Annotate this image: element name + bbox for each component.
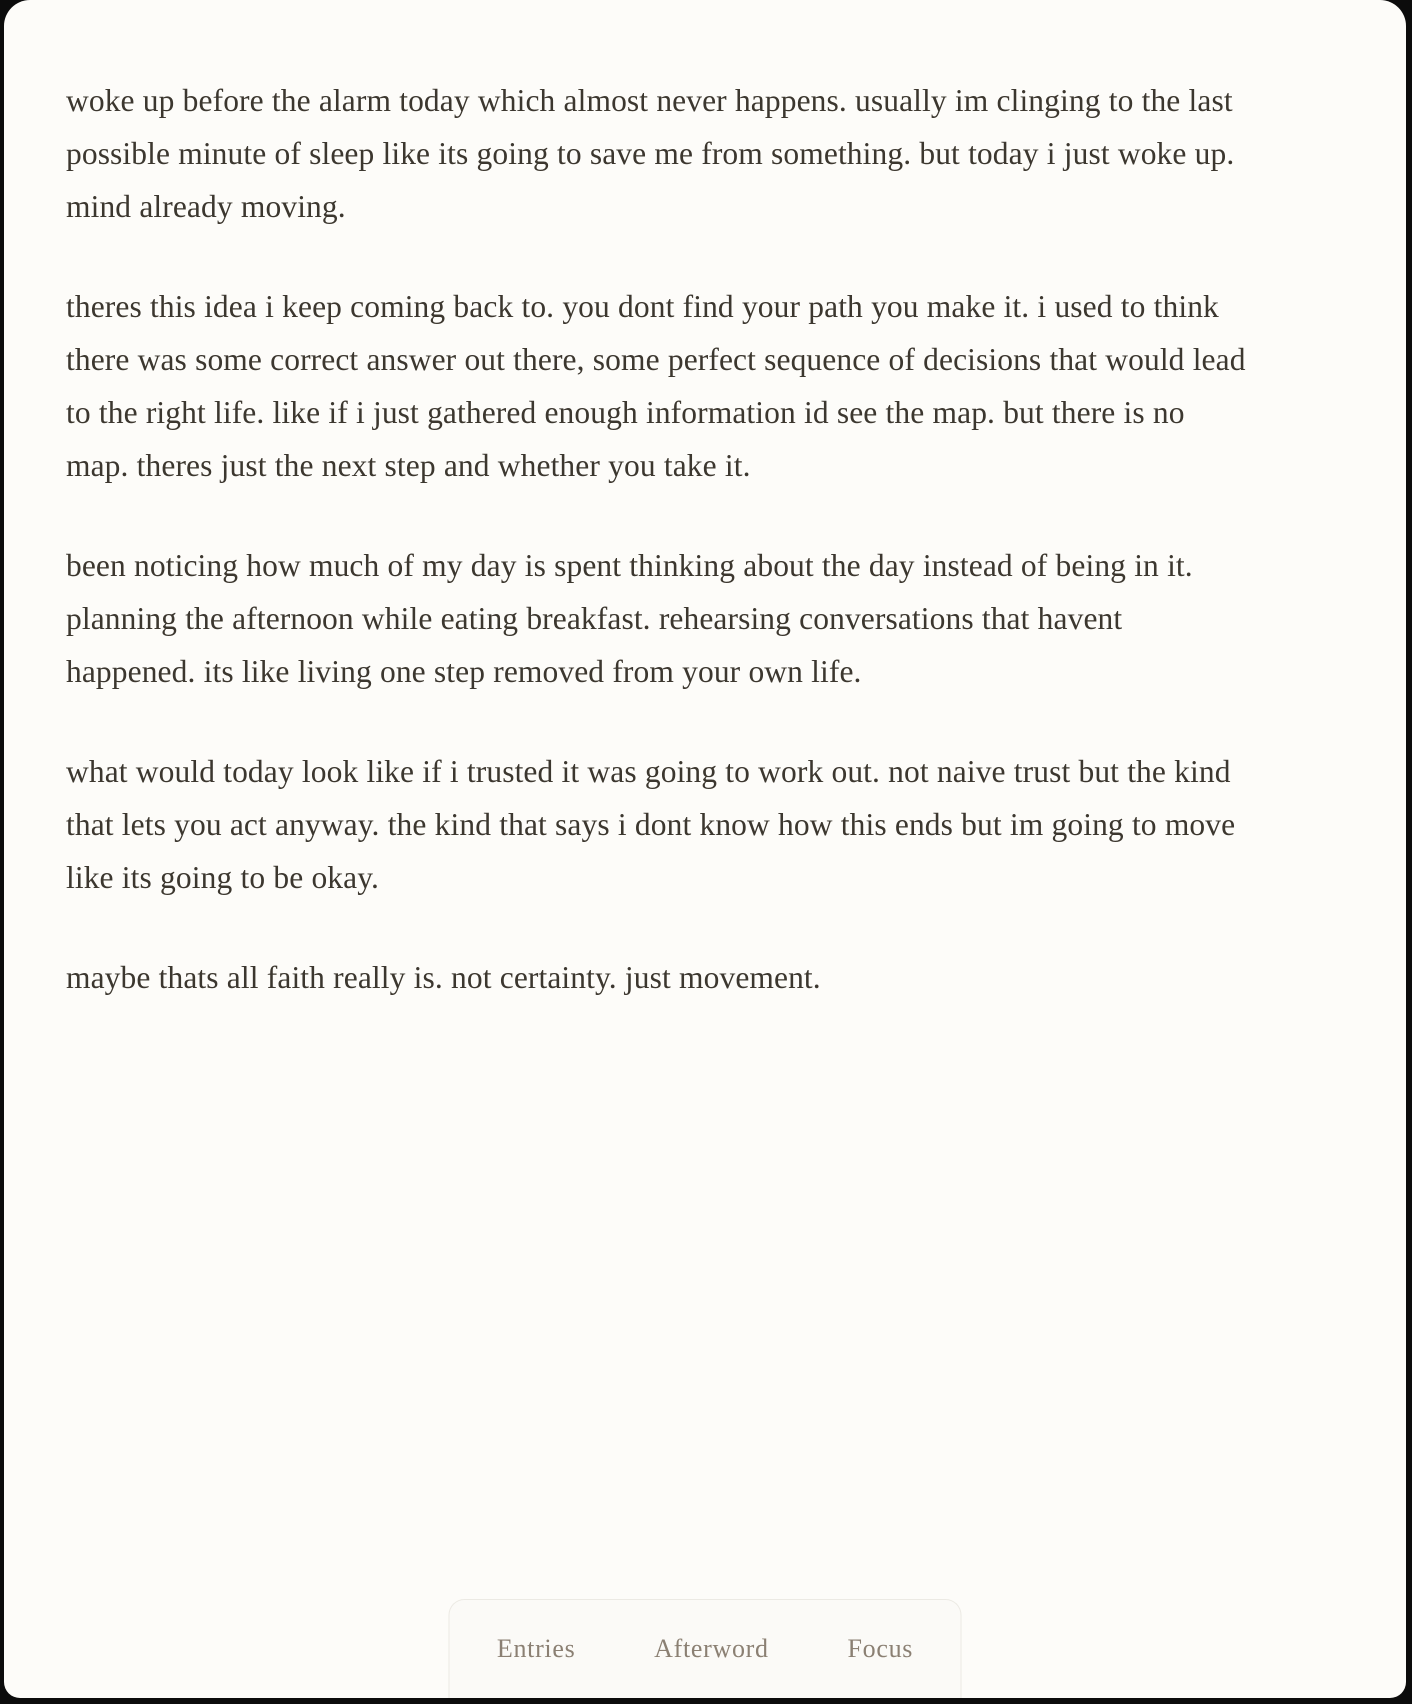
entry-paragraph: been noticing how much of my day is spent thinking about the day instead of being in it. planning the afternoon while eating breakfast. rehearsing conversations that havent happened. its like living one step removed from your own life. [66, 548, 1193, 689]
app-card [4, 0, 1406, 1698]
entry-paragraph: woke up before the alarm today which almost never happens. usually im clinging to the last possible minute of sleep like its going to save me from something. but today i just woke up. mind already moving. [66, 83, 1235, 224]
journal-entry-body[interactable] [4, 0, 1406, 1698]
bottom-tab-bar [449, 1599, 962, 1698]
tab-focus[interactable]: Focus [841, 1624, 919, 1674]
entry-paragraph: what would today look like if i trusted it was going to work out. not naive trust but the kind that lets you act anyway. the kind that says i dont know how this ends but im going to move like its going to be okay. [66, 754, 1236, 895]
entry-paragraph: maybe thats all faith really is. not certainty. just movement. [66, 960, 821, 995]
tab-entries[interactable]: Entries [491, 1624, 582, 1674]
entry-paragraph: theres this idea i keep coming back to. you dont find your path you make it. i used to think there was some correct answer out there, some perfect sequence of decisions that would lead to the right life. like if i just gathered enough information id see the map. but there is no map. theres just the next step and whether you take it. [66, 289, 1246, 483]
tab-afterword[interactable]: Afterword [648, 1624, 775, 1674]
